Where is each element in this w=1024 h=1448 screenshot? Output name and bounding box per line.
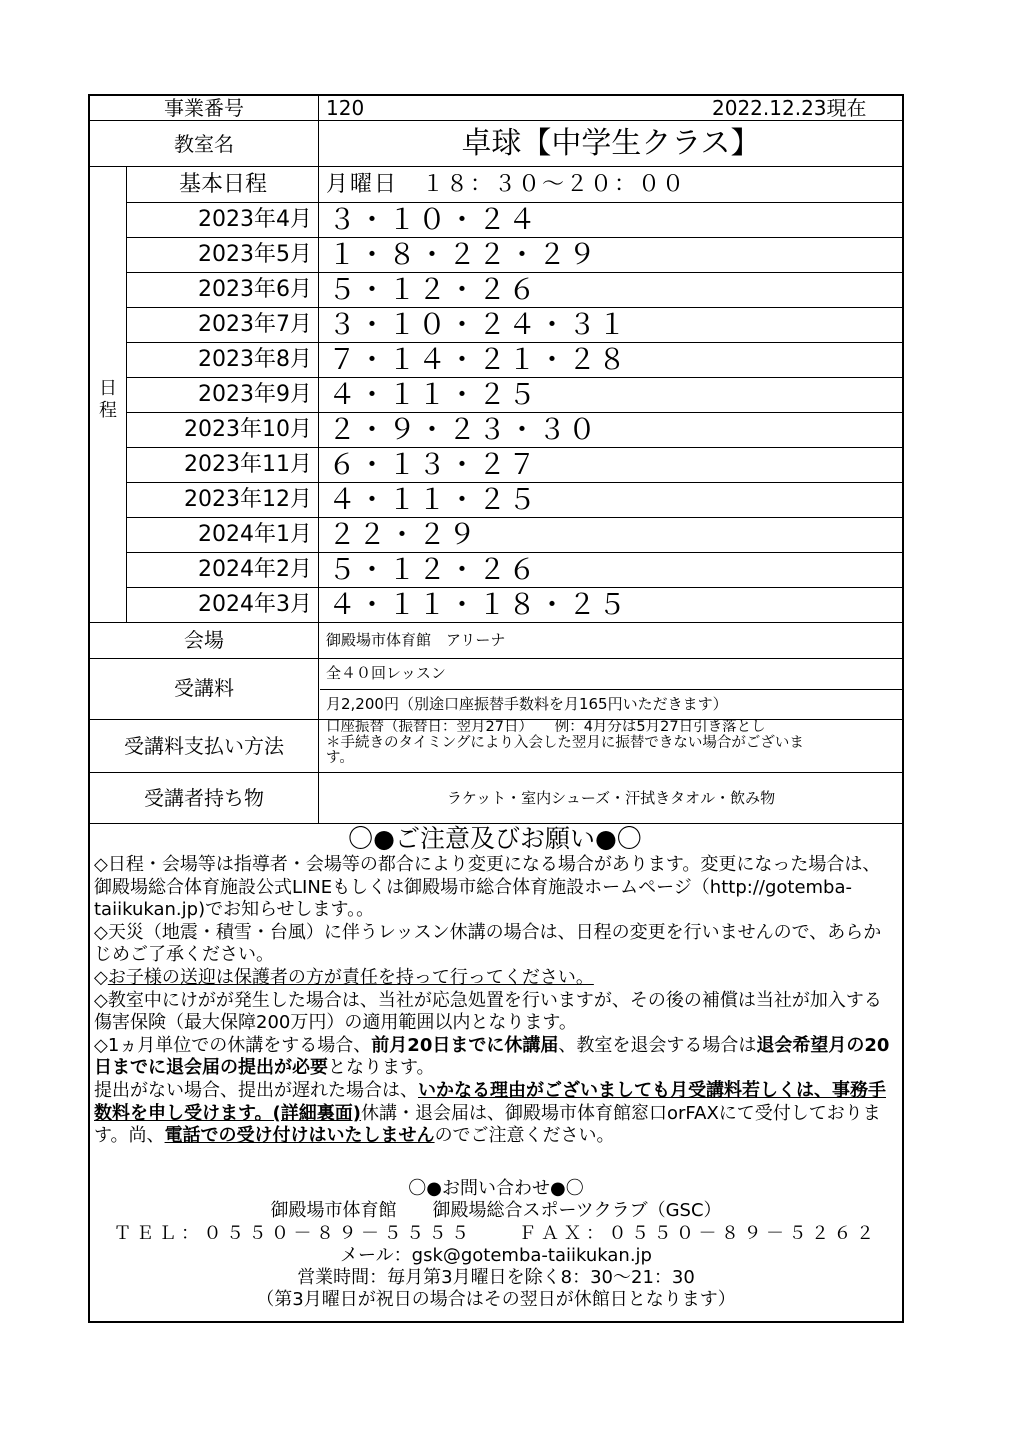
number-value: 120 (326, 96, 365, 120)
notice-late-b: いかなる理由がございましても月受講料若しくは、事務手数料を申し受けます。(詳細裏面) (94, 1079, 886, 1124)
schedule-side-label (90, 168, 126, 620)
contact-phone-fax: ＴＥＬ：０５５０－８９－５５５５ ＦＡＸ：０５５０－８９－５２６２ (113, 1222, 879, 1244)
month-label: 2023年9月 (198, 382, 312, 407)
grid-line (126, 237, 902, 238)
grid-line (318, 96, 319, 823)
month-dates: ４・１１・１８・２５ (328, 588, 629, 621)
grid-line (126, 482, 902, 483)
belongings-value: ラケット・室内シューズ・汗拭きタオル・飲み物 (446, 789, 776, 807)
month-label: 2023年4月 (198, 207, 312, 232)
fee-monthly: 月2,200円（別途口座振替手数料を月165円いただきます） (326, 695, 728, 713)
month-dates: ３・１０・２４・３１ (328, 308, 629, 341)
month-dates: ４・１１・２５ (328, 483, 539, 516)
notice-pickup (94, 967, 896, 990)
basic-schedule-value: 月曜日 １８：３０～２０：００ (326, 172, 687, 197)
payment-details (320, 720, 902, 772)
grid-line (90, 166, 902, 167)
payment-line-1: 口座振替（振替日：翌月27日） 例：4月分は5月27日引き落とし (326, 720, 766, 735)
contact-title: 〇●お問い合わせ●〇 (408, 1178, 584, 1199)
month-label: 2023年8月 (198, 347, 312, 372)
notice-late-a: 提出がない場合、提出が遅れた場合は、 (94, 1079, 418, 1101)
notice-pickup-text: お子様の送迎は保護者の方が責任を持って行ってください。 (107, 966, 594, 988)
belongings-label: 受講者持ち物 (144, 786, 264, 810)
payment-line-3: す。 (326, 750, 354, 766)
venue-value: 御殿場市体育館 アリーナ (326, 631, 506, 649)
month-label: 2023年11月 (184, 452, 312, 477)
notice-injury: ◇教室中にけがが発生した場合は、当社が応急処置を行いますが、その後の補償は当社が加入する傷害保険（最大保障200万円）の適用範囲以内となります。 (94, 989, 882, 1034)
month-dates: ４・１１・２５ (328, 378, 539, 411)
contact-orgs: 御殿場市体育館 御殿場総合スポーツクラブ（GSC） (270, 1200, 722, 1222)
month-label: 2024年3月 (198, 592, 312, 617)
notice-title: 〇●ご注意及びお願い●〇 (348, 824, 642, 853)
grid-line (90, 658, 902, 659)
class-name: 卓球【中学生クラス】 (461, 126, 761, 161)
notice-leave-e: となります。 (328, 1057, 435, 1079)
contact-holiday: （第3月曜日が祝日の場合はその翌日が休館日となります） (256, 1289, 736, 1311)
notice-schedule-change: ◇日程・会場等は指導者・会場等の都合により変更になる場合があります。変更になった場合は、御殿場総合体育施設公式LINEもしくは御殿場市総合体育施設ホームページ（http://gotemba-taiikukan.jp)でお知らせします。。 (94, 854, 881, 921)
month-label: 2024年1月 (198, 522, 312, 547)
notice-late-d: 電話での受け付けはいたしません (164, 1125, 435, 1147)
contact-hours: 営業時間：毎月第3月曜日を除く8：30～21：30 (297, 1267, 695, 1289)
month-label: 2023年5月 (198, 242, 312, 267)
grid-line (126, 166, 127, 622)
schedule-side-label-text: 日程 (99, 378, 117, 421)
notice-pickup-mark: ◇ (94, 966, 108, 988)
month-dates: ６・１３・２７ (328, 448, 539, 481)
month-dates: ７・１４・２１・２８ (328, 343, 629, 376)
fee-lessons: 全４０回レッスン (326, 664, 446, 682)
month-label: 2024年2月 (198, 557, 312, 582)
notice-leave-c: 、教室を退会する場合は (558, 1034, 757, 1056)
notice-late-e: のでご注意ください。 (434, 1125, 615, 1147)
contact-email[interactable]: メール：gsk@gotemba-taiikukan.jp (340, 1244, 652, 1266)
notice-leave-b: 前月20日までに休講届 (371, 1034, 559, 1056)
grid-line (126, 552, 902, 553)
month-label: 2023年10月 (184, 417, 312, 442)
payment-label: 受講料支払い方法 (124, 734, 284, 758)
number-label: 事業番号 (164, 96, 244, 120)
contact-section (90, 1178, 902, 1312)
notice-section (90, 824, 902, 1148)
grid-line (126, 587, 902, 588)
month-label: 2023年6月 (198, 277, 312, 302)
notice-leave-d: 退会希望月の20日までに退会届の提出が必要 (94, 1034, 890, 1079)
month-label: 2023年7月 (198, 312, 312, 337)
month-dates: １・８・２２・２９ (328, 238, 599, 271)
class-name-label: 教室名 (174, 132, 234, 156)
grid-line (126, 412, 902, 413)
basic-schedule-label: 基本日程 (178, 172, 267, 197)
grid-line (90, 622, 902, 623)
grid-line (126, 447, 902, 448)
notice-leave-a: ◇1ヵ月単位での休講をする場合、 (94, 1034, 372, 1056)
notice-late-c: 休講・退会届は、御殿場市体育館窓口orFAXにて受付しております。尚、 (94, 1102, 881, 1147)
course-sheet (88, 94, 904, 1323)
grid-line (90, 772, 902, 773)
month-dates: ５・１２・２６ (328, 553, 539, 586)
grid-line (90, 120, 902, 121)
venue-label: 会場 (184, 628, 224, 652)
notice-late (94, 1080, 896, 1148)
grid-line (126, 202, 902, 203)
grid-line (320, 689, 902, 690)
grid-line (126, 342, 902, 343)
grid-line (90, 719, 902, 720)
month-dates: ２・９・２３・３０ (328, 413, 599, 446)
month-label: 2023年12月 (184, 487, 312, 512)
notice-disaster: ◇天災（地震・積雪・台風）に伴うレッスン休講の場合は、日程の変更を行いませんので、あらかじめご了承ください。 (94, 921, 882, 966)
grid-line (126, 307, 902, 308)
grid-line (126, 517, 902, 518)
grid-line (126, 377, 902, 378)
month-dates: ３・１０・２４ (328, 203, 539, 236)
payment-line-2: ＊手続きのタイミングにより入会した翌月に振替できない場合がございま (326, 734, 804, 751)
fee-label: 受講料 (174, 676, 234, 700)
as-of-date: 2022.12.23現在 (712, 96, 867, 120)
month-dates: ５・１２・２６ (328, 273, 539, 306)
month-dates: ２２・２９ (328, 518, 479, 551)
notice-leave (94, 1035, 896, 1080)
grid-line (126, 272, 902, 273)
